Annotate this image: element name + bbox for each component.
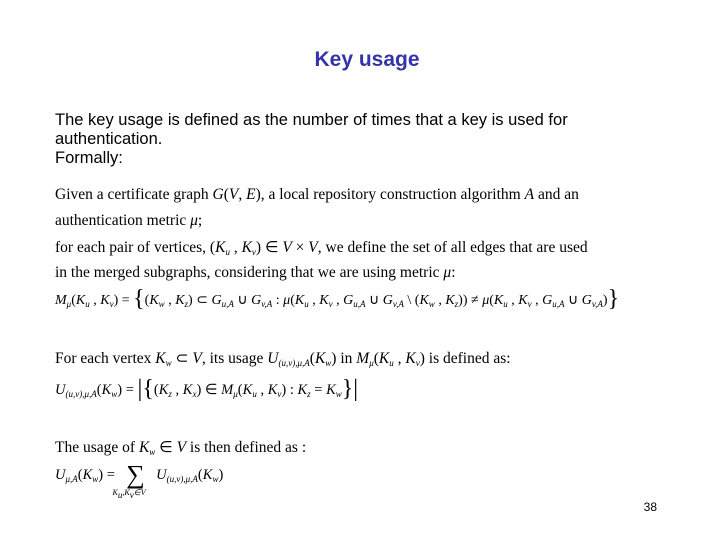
intro-line: Formally: <box>55 149 123 167</box>
usage-formula: $U_{(u,v),\mu,A}(K_w) = |\{(K_z$ , $K_x$) ∈ $M_\mu(K_u$ , $K_v$) : $K_z = K_w\}|$ <box>55 376 359 402</box>
intro-line: authentication. <box>55 130 163 148</box>
slide-title: Key usage <box>314 48 420 71</box>
merged-edges-formula: $M_\mu(K_u$ , $K_v) = \{(K_w$ , $K_z$) ⊂ $G_{u,A}$ ∪ $G_{v,A}$ : $\mu(K_u$ , $K_v$ , $G_{u,A}$ ∪ $G_{v,A}$ \ ($K_w$ , $K_z)) \ne \mu(K_u$ , $K_v$ , $G_{u,A}$ ∪ $G_{v,A}$)} <box>55 286 620 312</box>
intro-text <box>55 111 635 168</box>
definition-line-1: Given a certificate graph G(V, E), a local repository construction algorithm A and an <box>55 186 579 203</box>
definition-line-3: for each pair of vertices, ($K_u$ , $K_v$) ∈ V × V, we define the set of all edges that are used <box>55 239 588 257</box>
definition-line-2: authentication metric μ; <box>55 212 203 229</box>
summation-symbol: ∑ $K_u,K_v\in V$ <box>112 460 146 500</box>
key-usage-definition-line: The usage of $K_w$ ∈ V is then defined as : <box>55 439 307 457</box>
definition-line-4: in the merged subgraphs, considering that we are using metric μ: <box>55 264 456 281</box>
intro-line: The key usage is defined as the number of times that a key is used for <box>55 111 568 129</box>
usage-definition-line: For each vertex $K_w$ ⊂ V, its usage $U_{(u,v),\mu,A}(K_w)$ in $M_\mu(K_u$ , $K_v$) is defined as: <box>55 350 511 368</box>
page-number: 38 <box>643 500 657 514</box>
key-usage-formula: $U_{\mu,A}(K_w)$ = ∑ $K_u,K_v\in V$ $U_{(u,v),\mu,A}(K_w)$ <box>55 460 224 500</box>
